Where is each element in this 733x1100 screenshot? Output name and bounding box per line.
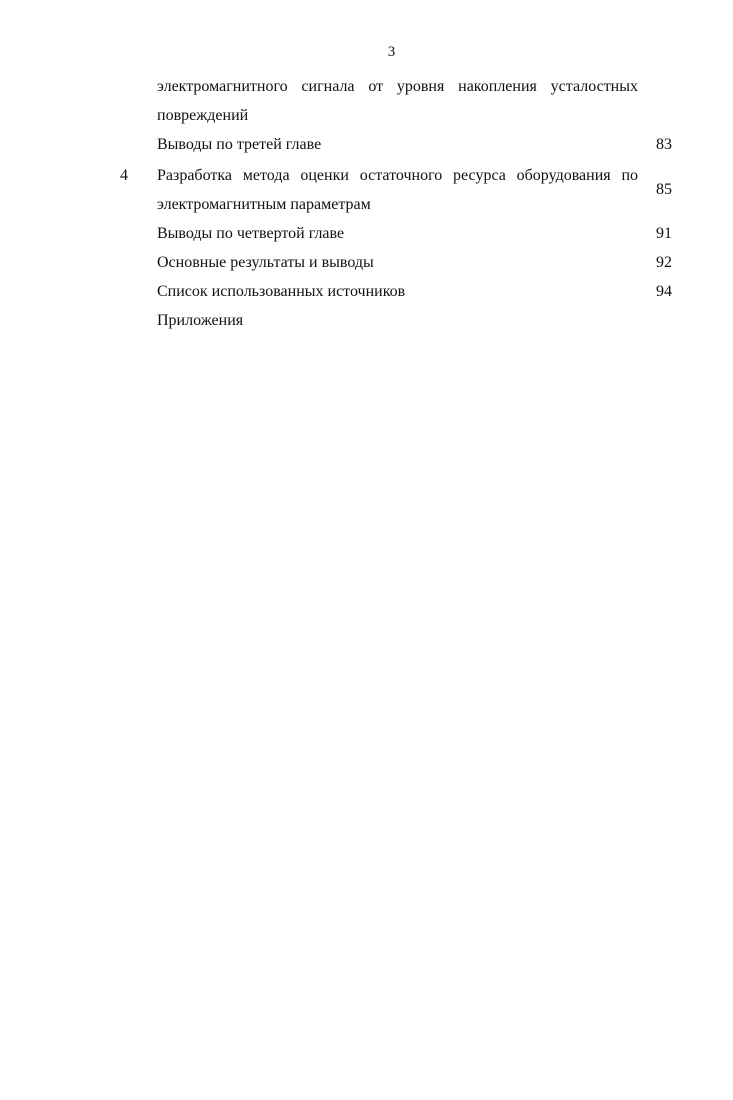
toc-entry-title: Выводы по четвертой главе (157, 225, 345, 242)
toc-entry (0, 277, 733, 306)
toc-entry (0, 161, 733, 219)
toc-entry (0, 306, 733, 335)
toc-entry-page: 92 (656, 254, 672, 271)
toc-entry-page: 91 (656, 225, 672, 242)
toc-entry (0, 72, 733, 130)
toc-entry (0, 248, 733, 277)
toc-entry (0, 219, 733, 248)
toc-entry-title: электромагнитного сигнала от уровня накопления усталостных повреждений (157, 78, 638, 124)
page-number: 3 (387, 44, 396, 60)
toc-entry-title: Выводы по третей главе (157, 136, 322, 153)
toc-entry-title: Разработка метода оценки остаточного ресурса оборудования по электромагнитным параметрам (157, 167, 638, 213)
toc-entry-page: 85 (656, 181, 672, 198)
toc-entry-page: 83 (656, 136, 672, 153)
toc-entry-number: 4 (120, 167, 128, 184)
toc-entry-page: 94 (656, 283, 672, 300)
toc-entry-title: Приложения (157, 312, 244, 329)
toc-entry-title: Список использованных источников (157, 283, 406, 300)
toc-entry-title: Основные результаты и выводы (157, 254, 374, 271)
toc-entry (0, 130, 733, 159)
table-of-contents (0, 72, 733, 335)
